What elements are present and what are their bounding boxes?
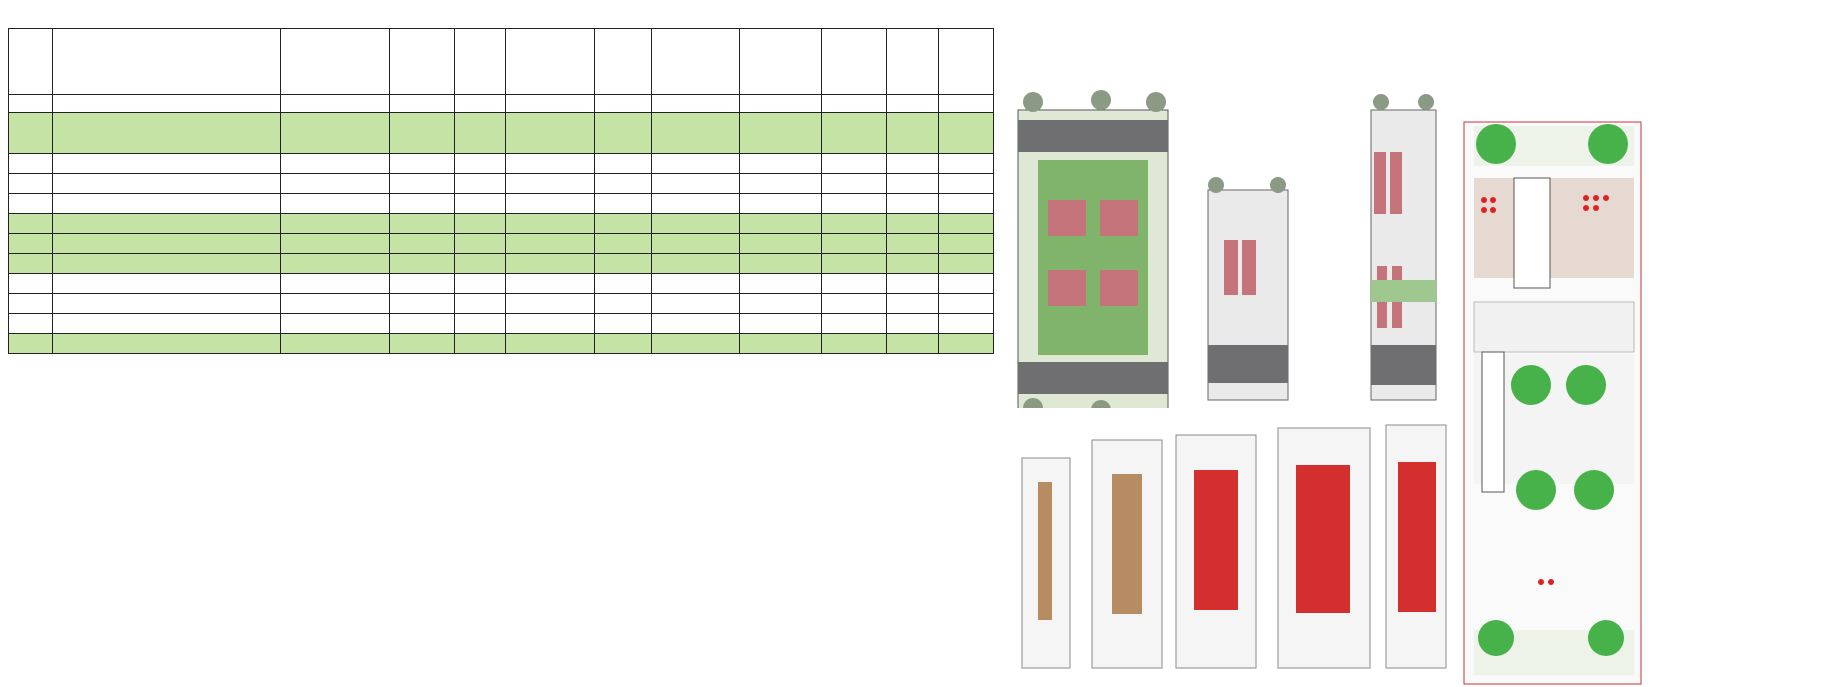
table-cell bbox=[939, 154, 994, 174]
table-cell bbox=[9, 314, 53, 334]
land-use-table bbox=[8, 28, 994, 354]
site-plan-drawings bbox=[996, 90, 1828, 687]
table-cell bbox=[651, 294, 740, 314]
table-cell bbox=[821, 214, 887, 234]
table-cell bbox=[740, 254, 821, 274]
table-row bbox=[9, 194, 994, 214]
table-cell bbox=[9, 214, 53, 234]
table-cell bbox=[281, 234, 390, 254]
table-cell bbox=[281, 154, 390, 174]
table-cell bbox=[281, 174, 390, 194]
table-cell bbox=[651, 154, 740, 174]
header-cell bbox=[821, 29, 887, 95]
table-cell bbox=[53, 154, 281, 174]
unit-cell bbox=[821, 95, 887, 113]
table-cell bbox=[887, 194, 939, 214]
table-cell bbox=[740, 113, 821, 154]
table-cell bbox=[53, 194, 281, 214]
table-cell bbox=[887, 234, 939, 254]
table-cell bbox=[939, 294, 994, 314]
header-cell bbox=[740, 29, 821, 95]
table-cell bbox=[651, 334, 740, 354]
table-cell bbox=[9, 274, 53, 294]
table-cell bbox=[53, 113, 281, 154]
table-cell bbox=[9, 294, 53, 314]
table-cell bbox=[594, 274, 651, 294]
table-cell bbox=[454, 174, 505, 194]
table-cell bbox=[454, 154, 505, 174]
table-cell bbox=[887, 274, 939, 294]
unit-cell bbox=[9, 95, 53, 113]
table-cell bbox=[651, 194, 740, 214]
table-cell bbox=[505, 194, 594, 214]
table-cell bbox=[651, 274, 740, 294]
table-cell bbox=[390, 234, 454, 254]
table-cell bbox=[9, 194, 53, 214]
table-cell bbox=[887, 294, 939, 314]
table-cell bbox=[454, 214, 505, 234]
table-cell bbox=[594, 154, 651, 174]
table-row bbox=[9, 154, 994, 174]
header-cell bbox=[53, 29, 281, 95]
table-cell bbox=[887, 334, 939, 354]
table-cell bbox=[821, 254, 887, 274]
table-cell bbox=[821, 113, 887, 154]
table-cell bbox=[651, 113, 740, 154]
table-row bbox=[9, 334, 994, 354]
unit-cell bbox=[390, 95, 454, 113]
table-cell bbox=[594, 194, 651, 214]
table-cell bbox=[53, 234, 281, 254]
table-cell bbox=[9, 334, 53, 354]
table-cell bbox=[594, 294, 651, 314]
table-cell bbox=[740, 294, 821, 314]
table-cell bbox=[887, 214, 939, 234]
table-cell bbox=[594, 334, 651, 354]
unit-cell bbox=[454, 95, 505, 113]
table-cell bbox=[740, 174, 821, 194]
table-cell bbox=[454, 194, 505, 214]
table-cell bbox=[594, 314, 651, 334]
header-cell bbox=[505, 29, 594, 95]
table-row bbox=[9, 274, 994, 294]
unit-cell bbox=[740, 95, 821, 113]
table-cell bbox=[9, 254, 53, 274]
table-cell bbox=[390, 154, 454, 174]
header-cell bbox=[281, 29, 390, 95]
table-cell bbox=[281, 254, 390, 274]
table-cell bbox=[53, 254, 281, 274]
table-cell bbox=[390, 294, 454, 314]
table-cell bbox=[821, 154, 887, 174]
table-row bbox=[9, 214, 994, 234]
header-cell bbox=[651, 29, 740, 95]
table-units-row bbox=[9, 95, 994, 113]
villa-plan-drawing bbox=[1018, 90, 1168, 420]
table-cell bbox=[505, 294, 594, 314]
table-cell bbox=[821, 334, 887, 354]
table-cell bbox=[53, 214, 281, 234]
table-row bbox=[9, 113, 994, 154]
table-cell bbox=[821, 234, 887, 254]
table-cell bbox=[390, 254, 454, 274]
table-cell bbox=[454, 113, 505, 154]
table-cell bbox=[939, 314, 994, 334]
table-cell bbox=[505, 113, 594, 154]
table-cell bbox=[594, 174, 651, 194]
table-row bbox=[9, 314, 994, 334]
table-cell bbox=[651, 214, 740, 234]
table-cell bbox=[454, 334, 505, 354]
header-cell bbox=[594, 29, 651, 95]
table-cell bbox=[887, 174, 939, 194]
table-cell bbox=[505, 334, 594, 354]
table-cell bbox=[454, 254, 505, 274]
unit-cell bbox=[651, 95, 740, 113]
table-cell bbox=[594, 254, 651, 274]
table-cell bbox=[454, 314, 505, 334]
block-plans-drawing bbox=[1004, 408, 1446, 678]
table-cell bbox=[281, 334, 390, 354]
unit-cell bbox=[594, 95, 651, 113]
table-cell bbox=[505, 254, 594, 274]
table-cell bbox=[390, 174, 454, 194]
table-cell bbox=[53, 334, 281, 354]
table-cell bbox=[390, 113, 454, 154]
table-cell bbox=[390, 214, 454, 234]
table-cell bbox=[505, 214, 594, 234]
table-cell bbox=[390, 314, 454, 334]
table-cell bbox=[740, 194, 821, 214]
unit-cell bbox=[281, 95, 390, 113]
table-cell bbox=[454, 234, 505, 254]
table-cell bbox=[887, 154, 939, 174]
table-cell bbox=[281, 294, 390, 314]
table-row bbox=[9, 174, 994, 194]
table-cell bbox=[740, 274, 821, 294]
table-cell bbox=[821, 294, 887, 314]
table-cell bbox=[9, 154, 53, 174]
unit-cell bbox=[53, 95, 281, 113]
table-cell bbox=[651, 314, 740, 334]
table-cell bbox=[281, 214, 390, 234]
table-header-row bbox=[9, 29, 994, 95]
townhouse-column-drawing bbox=[1371, 94, 1436, 400]
table-cell bbox=[390, 194, 454, 214]
table-cell bbox=[740, 314, 821, 334]
table-cell bbox=[594, 113, 651, 154]
table-cell bbox=[505, 234, 594, 254]
table-cell bbox=[939, 174, 994, 194]
table-cell bbox=[594, 214, 651, 234]
table-cell bbox=[651, 174, 740, 194]
table-cell bbox=[281, 314, 390, 334]
table-cell bbox=[281, 113, 390, 154]
table-cell bbox=[53, 314, 281, 334]
table-cell bbox=[821, 314, 887, 334]
table-cell bbox=[53, 294, 281, 314]
table-cell bbox=[9, 234, 53, 254]
header-cell bbox=[454, 29, 505, 95]
table-row bbox=[9, 294, 994, 314]
table-cell bbox=[594, 234, 651, 254]
unit-cell bbox=[939, 95, 994, 113]
table-cell bbox=[939, 113, 994, 154]
table-cell bbox=[939, 214, 994, 234]
table-cell bbox=[821, 174, 887, 194]
table-cell bbox=[939, 234, 994, 254]
table-cell bbox=[9, 113, 53, 154]
table-cell bbox=[939, 194, 994, 214]
header-cell bbox=[887, 29, 939, 95]
table-cell bbox=[390, 274, 454, 294]
table-cell bbox=[505, 314, 594, 334]
table-cell bbox=[821, 194, 887, 214]
unit-cell bbox=[505, 95, 594, 113]
table-cell bbox=[505, 174, 594, 194]
table-cell bbox=[939, 274, 994, 294]
unit-cell bbox=[887, 95, 939, 113]
table-cell bbox=[939, 334, 994, 354]
table-cell bbox=[454, 294, 505, 314]
header-cell bbox=[939, 29, 994, 95]
townhouse-plan-drawing bbox=[1208, 177, 1288, 400]
table-cell bbox=[651, 234, 740, 254]
header-cell bbox=[390, 29, 454, 95]
table-row bbox=[9, 234, 994, 254]
table-cell bbox=[740, 334, 821, 354]
table-cell bbox=[821, 274, 887, 294]
table-cell bbox=[887, 314, 939, 334]
table-cell bbox=[887, 254, 939, 274]
table-cell bbox=[390, 334, 454, 354]
table-cell bbox=[740, 214, 821, 234]
table-cell bbox=[505, 154, 594, 174]
table-cell bbox=[9, 174, 53, 194]
table-row bbox=[9, 254, 994, 274]
typical-plan-drawing bbox=[1464, 122, 1641, 684]
table-body bbox=[9, 113, 994, 354]
table-cell bbox=[740, 154, 821, 174]
table-cell bbox=[281, 274, 390, 294]
table-cell bbox=[53, 274, 281, 294]
table-cell bbox=[53, 174, 281, 194]
header-cell bbox=[9, 29, 53, 95]
table-cell bbox=[505, 274, 594, 294]
table-cell bbox=[887, 113, 939, 154]
table-cell bbox=[651, 254, 740, 274]
table-cell bbox=[939, 254, 994, 274]
table-cell bbox=[740, 234, 821, 254]
table-cell bbox=[454, 274, 505, 294]
table-cell bbox=[281, 194, 390, 214]
